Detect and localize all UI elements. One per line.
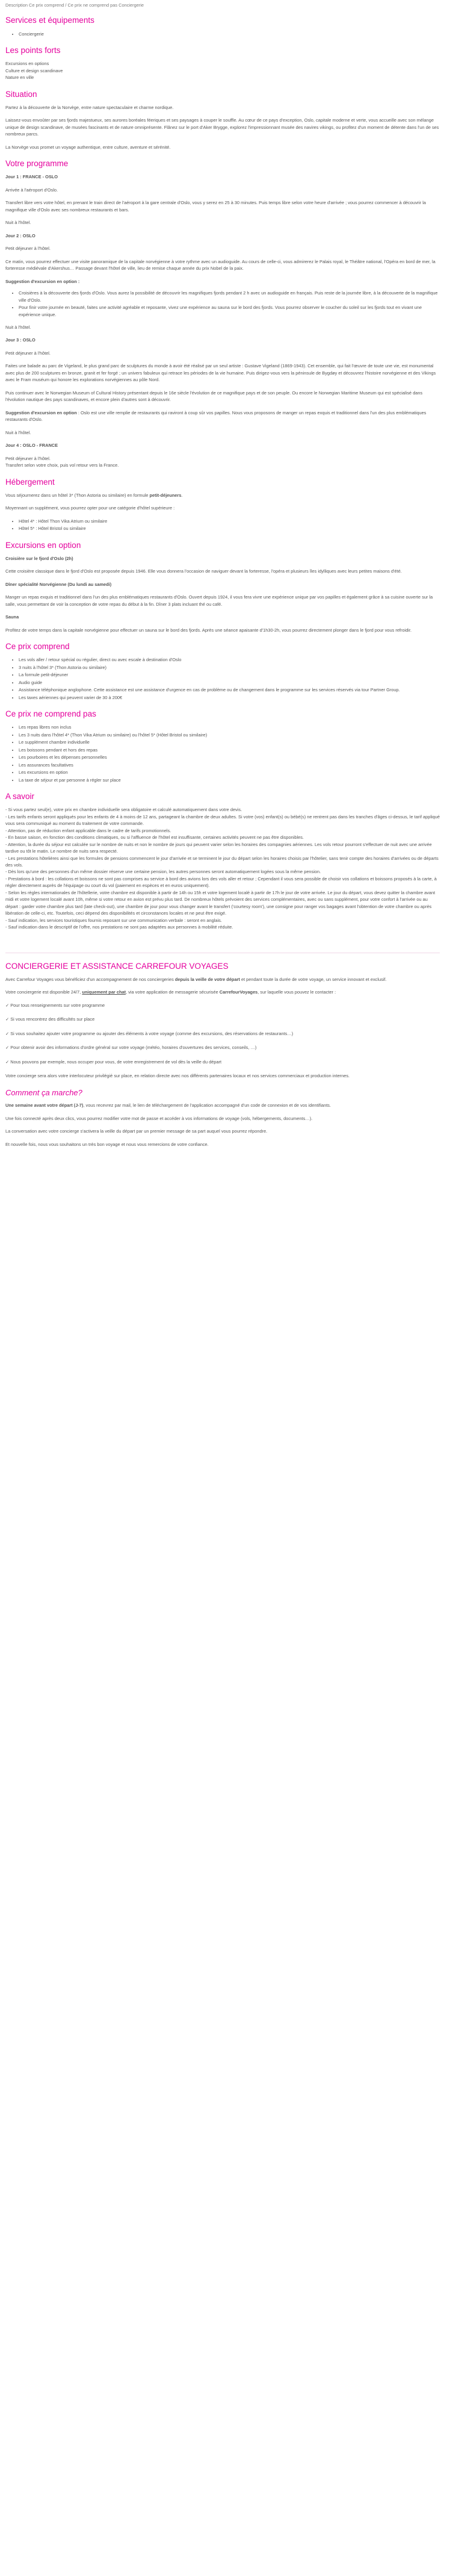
prix-comprend-title: Ce prix comprend	[5, 642, 70, 652]
suggestion-item: • Pour finir votre journée en beauté, faites une activité agréable et reposante, vivez une expérience au sauna sur le bord des fjords. Vous pourrez observer le coucher du soleil sur les fjords tout en vivant une expérience unique.	[19, 304, 440, 318]
prix-comprend-item: • 3 nuits à l'hôtel 3* (Thon Astoria ou similaire)	[19, 664, 440, 671]
suggestion-text: : Oslo est une ville remplie de restaurants qui raviront à coup sûr vos papilles. Nous vous proposons de manger un repas exquis et traditionnel dans l'un des plus emblématiques restaurants d'Oslo.	[5, 409, 427, 423]
conciergerie-title: CONCIERGERIE ET ASSISTANCE CARREFOUR VOYAGES	[5, 961, 229, 971]
points-forts-line: Nature en ville	[5, 75, 34, 81]
page	[0, 0, 445, 1166]
prix-ne-comprend-item: • Les excursions en option	[19, 769, 440, 776]
a-savoir-line: - Dès lors qu'une des personnes d'un même dossier réserve une certaine pension, les autres personnes seront automatiquement logées sous la même pension.	[5, 869, 321, 875]
prix-comprend-item: • Audio guide	[19, 679, 440, 686]
comment-paragraph: Et nouvelle fois, nous vous souhaitons un très bon voyage et nous vous remercions de votre confiance.	[5, 1141, 209, 1147]
comment-text: , vous recevrez par mail, le lien de téléchargement de l'application accompagné d'un code de connexion et de vos identifiants.	[83, 1103, 331, 1109]
prix-comprend-item: • Les vols aller / retour spécial ou régulier, direct ou avec escale à destination d'Oslo	[19, 656, 440, 663]
a-savoir-line: - Prestations à bord : les collations et boissons ne sont pas comprises au service à bord des avions lors des vols aller et retour ; Cependant il vous sera possible de choisir vos collations et boissons proposés à la carte, à régler directement auprès de l'équipage ou court du vol (paiement en espèces et en euros uniquement).	[5, 876, 437, 889]
conciergerie-paragraph: Votre concierge sera alors votre interlocuteur privilégié sur place, en relation directe avec nos différents partenaires locaux et nos services commerciaux et production internes.	[5, 1073, 350, 1079]
a-savoir-block	[5, 806, 440, 930]
day-paragraph: Arrivée à l'aéroport d'Oslo.	[5, 187, 58, 193]
check-item: ✓ Pour obtenir avoir des informations d'ordre général sur votre voyage (météo, horaires d'ouvertures des services, conseils, …)	[5, 1045, 257, 1051]
points-forts-line: Culture et design scandinave	[5, 67, 63, 73]
hebergement-paragraph: Moyennant un supplément, vous pourrez opter pour une catégorie d'hôtel supérieure :	[5, 505, 175, 511]
day-paragraph: Nuit à l'hôtel.	[5, 429, 31, 435]
conciergerie-paragraph	[5, 976, 440, 983]
day-paragraph: Petit déjeuner à l'hôtel.	[5, 455, 51, 461]
day-title: Jour 3 : OSLO	[5, 337, 35, 343]
comment-paragraph: La conversation avec votre concierge s'activera la veille du départ par un premier message de sa part auquel vous pourrez répondre.	[5, 1128, 268, 1134]
comment-paragraph: Une fois connecté après deux clics, vous pourrez modifier votre mot de passe et accéder à vos informations de voyage (vols, hébergements, documents…).	[5, 1115, 313, 1121]
prix-ne-comprend-item: • Les pourboires et les dépenses personnelles	[19, 754, 440, 761]
conciergerie-text: Avec Carrefour Voyages vous bénéficiez d'un accompagnement de nos conciergeries	[5, 976, 175, 982]
check-item: ✓ Pour tous renseignements sur votre programme	[5, 1002, 105, 1008]
hebergement-item: • Hôtel 5* : Hôtel Bristol ou similaire	[19, 525, 440, 532]
suggestion-list	[5, 290, 440, 318]
points-forts-line: Excursions en options	[5, 61, 49, 67]
hebergement-paragraph	[5, 492, 440, 499]
suggestion-paragraph	[5, 409, 440, 423]
services-list	[5, 31, 440, 37]
hebergement-item: • Hôtel 4* : Hôtel Thon Vika Atrium ou similaire	[19, 518, 440, 524]
breadcrumb: Description Ce prix comprend / Ce prix ne comprend pas Conciergerie	[5, 2, 144, 8]
prix-ne-comprend-item: • La taxe de séjour et par personne à régler sur place	[19, 777, 440, 783]
prix-ne-comprend-item: • Les assurances facultatives	[19, 762, 440, 768]
excursion-text: Cette croisière classique dans le fjord d'Oslo est proposée depuis 1946. Elle vous donnera l'occasion de naviguer devant la forteresse, l'opéra et plusieurs îles idylliques avec leurs petites maisons d'été.	[5, 568, 402, 574]
prix-ne-comprend-title: Ce prix ne comprend pas	[5, 709, 96, 719]
a-savoir-line: - Sauf indication dans le descriptif de l'offre, nos prestations ne sont pas adaptées aux personnes à mobilité réduite.	[5, 924, 233, 930]
hebergement-text: Vous séjournerez dans un hôtel 3* (Thon Astoria ou similaire) en formule	[5, 492, 150, 498]
excursion-text: Profitez de votre temps dans la capitale norvégienne pour effectuer un sauna sur le bord des fjords. Après une séance apaisante d'1h30-2h, vous pourrez directement plonger dans le fjord pour vous refroidir.	[5, 627, 412, 633]
a-savoir-line: - Selon les règles internationales de l'hôtellerie, votre chambre est disponible à partir de 14h ou 15h et votre logement localé à partir de 17h le jour de votre arrivée. Le jour du départ, vous devez quitter la chambre avant midi et votre logement localé avant 10h, même si votre retour en avion est prévu plus tard. De nombreux hôtels prévoient des services complémentaires, avec ou sans supplément, pour votre confort à l'arrivée ou au départ : garder votre chambre plus tard (late check-out), une chambre de jour pour vous changer avant le transfert ('courtesy room'), une consigne pour ranger vos bagages avant l'obtention de votre chambre ou après libération de celle-ci, etc. Toutefois, ceci dépend des disponibilités et circonstances locales et ne peut être exigé.	[5, 889, 436, 916]
a-savoir-line: - Attention, pas de réduction enfant applicable dans le cadre de tarifs promotionnels.	[5, 827, 171, 833]
check-item: ✓ Nous pouvons par exemple, nous occuper pour vous, de votre enregistrement de vol dès la veille du départ	[5, 1059, 222, 1065]
day-paragraph: Nuit à l'hôtel.	[5, 220, 31, 226]
conciergerie-text: Votre conciergerie est disponible 24/7,	[5, 989, 82, 995]
prix-comprend-item: • Les taxes aériennes qui peuvent varier de 30 à 200€	[19, 694, 440, 701]
conciergerie-paragraph	[5, 989, 440, 995]
conciergerie-highlight: uniquement par chat	[82, 989, 126, 995]
day-paragraph: Transfert selon votre choix, puis vol retour vers la France.	[5, 462, 119, 468]
hebergement-list	[5, 518, 440, 532]
comment-title: Comment ça marche?	[5, 1087, 82, 1097]
conciergerie-text: et pendant toute la durée de votre voyage, un service innovant et exclusif.	[239, 976, 387, 982]
points-forts-list	[5, 60, 440, 81]
hebergement-title: Hébergement	[5, 477, 55, 487]
points-forts-title: Les points forts	[5, 46, 61, 55]
prix-ne-comprend-item: • Les boissons pendant et hors des repas	[19, 747, 440, 753]
conciergerie-app-name: CarrefourVoyages	[219, 989, 258, 995]
situation-title: Situation	[5, 89, 37, 99]
day-paragraph: Transfert libre vers votre hôtel, en prenant le train direct de l'aéroport à la gare centrale d'Oslo, vous y serez en 25 à 30 minutes. Puis temps libre selon votre heure d'arrivée ; vous pourrez commencer à découvrir la magnifique ville d'Oslo avec ses nombreux restaurants et bars.	[5, 200, 427, 213]
day-paragraph: Petit déjeuner à l'hôtel.	[5, 246, 51, 252]
excursion-text: Manger un repas exquis et traditionnel dans l'un des plus emblématiques restaurants d'Oslo. Ouvert depuis 1924, il vous fera vivre une expérience unique par vos papilles et également grâce à sa cuisine ouverte sur la salle, vous permettant de voir la conception de votre repas du début à la fin. Dîner 3 plats incluant thé ou café.	[5, 594, 433, 607]
situation-paragraph: Laissez-vous envoûter par ses fjords majestueux, ses aurores boréales féeriques et ses paysages à couper le souffle. Au cœur de ce pays d'exception, Oslo, capitale moderne et verte, vous accueille avec son mélange unique de design scandinave, de musées fascinants et de nature omniprésente. Flânez sur le port d'Aker Brygge, explorez l'impressionnant musée des navires vikings, ou profitez d'un moment de détente dans l'un de ses nombreux parcs.	[5, 117, 439, 137]
prix-comprend-item: • La formule petit-déjeuner	[19, 671, 440, 678]
suggestion-title: Suggestion d'excursion en option :	[5, 278, 80, 284]
conciergerie-checklist	[5, 1002, 440, 1065]
situation-paragraph: Partez à la découverte de la Norvège, entre nature spectaculaire et charme nordique.	[5, 104, 174, 110]
conciergerie-text: , sur laquelle vous pouvez le contacter :	[257, 989, 336, 995]
spacer	[5, 931, 440, 947]
a-savoir-line: - Si vous partez seul(e), votre prix en chambre individuelle sera obligatoire et calculé automatiquement dans votre devis.	[5, 807, 242, 813]
prix-comprend-item: • Assistance téléphonique anglophone. Cette assistance est une assistance d'urgence en cas de problème ou de changement dans le programme sur les services réservés via tour Partner Group.	[19, 686, 440, 693]
a-savoir-line: - En basse saison, en fonction des conditions climatiques, ou si l'affluence de l'hôtel est insuffisante, certaines activités peuvent ne pas être disponibles.	[5, 835, 304, 841]
day-paragraph: Ce matin, vous pourrez effectuer une visite panoramique de la capitale norvégienne à votre rythme avec un audioguide. Au cours de celle-ci, vous admirerez le Palais royal, le Théâtre national, l'Opéra en bord de mer, la forteresse médiévale d'Akershus… Passage devant l'hôtel de ville, lieu de remise chaque année du prix Nobel de la paix.	[5, 258, 436, 272]
day-title: Jour 1 : FRANCE - OSLO	[5, 174, 58, 180]
prix-comprend-list	[5, 656, 440, 701]
comment-paragraph	[5, 1102, 440, 1109]
day-paragraph: Puis continuer avec le Norwegian Museum of Cultural History présentant depuis le 16e siècle l'évolution de ce magnifique pays et de son peuple. Ou encore le Norwegian Maritime Museum qui est spécialisé dans l'évolution nautique des pays scandinaves, et encore plein d'autres sont à découvrir.	[5, 390, 423, 403]
check-item: ✓ Si vous souhaitez ajouter votre programme ou ajouter des éléments à votre voyage (comme des excursions, des réservations de restaurants…)	[5, 1030, 294, 1036]
a-savoir-title: A savoir	[5, 792, 35, 801]
hebergement-formula: petit-déjeuners	[149, 492, 182, 498]
day-paragraph: Petit déjeuner à l'hôtel.	[5, 350, 51, 356]
day-title: Jour 4 : OSLO - FRANCE	[5, 443, 58, 449]
prix-ne-comprend-list	[5, 724, 440, 783]
prix-ne-comprend-item: • Les 3 nuits dans l'hôtel 4* (Thon Vika Atrium ou similaire) ou l'hôtel 5* (Hôtel Bristol ou similaire)	[19, 732, 440, 738]
services-item: • Conciergerie	[19, 31, 440, 37]
suggestion-item: • Croisières à la découverte des fjords d'Oslo. Vous aurez la possibilité de découvrir les magnifiques fjords pendant 2 h avec un audioguide en français. Puis reste de la journée libre, à la découverte de la magnifique ville d'Oslo.	[19, 290, 440, 303]
conciergerie-text: , via votre application de messagerie sécurisée	[126, 989, 220, 995]
services-title: Services et équipements	[5, 16, 94, 25]
a-savoir-line: - Les prestations hôtelières ainsi que les formules de pensions commencent le jour d'arrivée et se terminent le jour du départ selon les horaires choisis par l'hôtelier, sans tenir compte des horaires d'arrivées ou de départs des vols.	[5, 855, 439, 868]
prix-ne-comprend-item: • Les repas libres non inclus	[19, 724, 440, 730]
suggestion-label: Suggestion d'excursion en option	[5, 409, 77, 415]
situation-paragraph: La Norvège vous promet un voyage authentique, entre culture, aventure et sérénité.	[5, 144, 171, 150]
prix-ne-comprend-item: • Le supplément chambre individuelle	[19, 739, 440, 745]
a-savoir-line: - Les tarifs enfants seront appliqués pour les enfants de 4 à moins de 12 ans, partageant la chambre de deux adultes. Si votre (vos) enfant(s) ou bébé(s) ne rentrent pas dans les tranches d'âges ci-dessus, le tarif appliqué vous sera communiqué au moment du traitement de votre commande.	[5, 814, 440, 827]
excursion-title: Croisière sur le fjord d'Oslo (2h)	[5, 555, 73, 561]
a-savoir-line: - Sauf indication, les services touristiques fournis reposant sur une communication verbale : seront en anglais.	[5, 917, 222, 923]
day-title: Jour 2 : OSLO	[5, 232, 35, 238]
hebergement-text-end: .	[181, 492, 183, 498]
day-paragraph: Faites une balade au parc de Vigeland, le plus grand parc de sculptures du monde à avoir été réalisé par un seul artiste : Gustave Vigeland (1869-1943). Cet ensemble, qui fait l'œuvre de toute une vie, est monumental avec plus de 200 sculptures en bronze, granit et fer forgé ; un univers fabuleux qui retrace les périodes de la vie humaine. Puis dirigez-vous vers la péninsule de Bygdøy et découvrez l'histoire norvégienne et des Vikings avec le Fram muséum qui honore les explorations norvégiennes au pôle Nord.	[5, 363, 436, 383]
day-paragraph: Nuit à l'hôtel.	[5, 325, 31, 330]
excursion-title: Sauna	[5, 614, 19, 620]
programme-title: Votre programme	[5, 159, 69, 169]
conciergerie-highlight: depuis la veille de votre départ	[174, 976, 240, 982]
a-savoir-line: - Attention, la durée du séjour est calculée sur le nombre de nuits et non le nombre de jours qui peuvent varier selon les horaires des compagnies aériennes. Les vols retour pourront s'effectuer de nuit avec une arrivée tardive ou tôt le matin. Le nombre de nuits sera respecté.	[5, 841, 432, 854]
comment-highlight: Une semaine avant votre départ (J-7)	[5, 1103, 84, 1109]
excursions-title: Excursions en option	[5, 540, 81, 550]
excursion-title: Dîner spécialité Norvégienne (Du lundi au samedi)	[5, 581, 112, 587]
check-item: ✓ Si vous rencontrez des difficultés sur place	[5, 1016, 95, 1022]
